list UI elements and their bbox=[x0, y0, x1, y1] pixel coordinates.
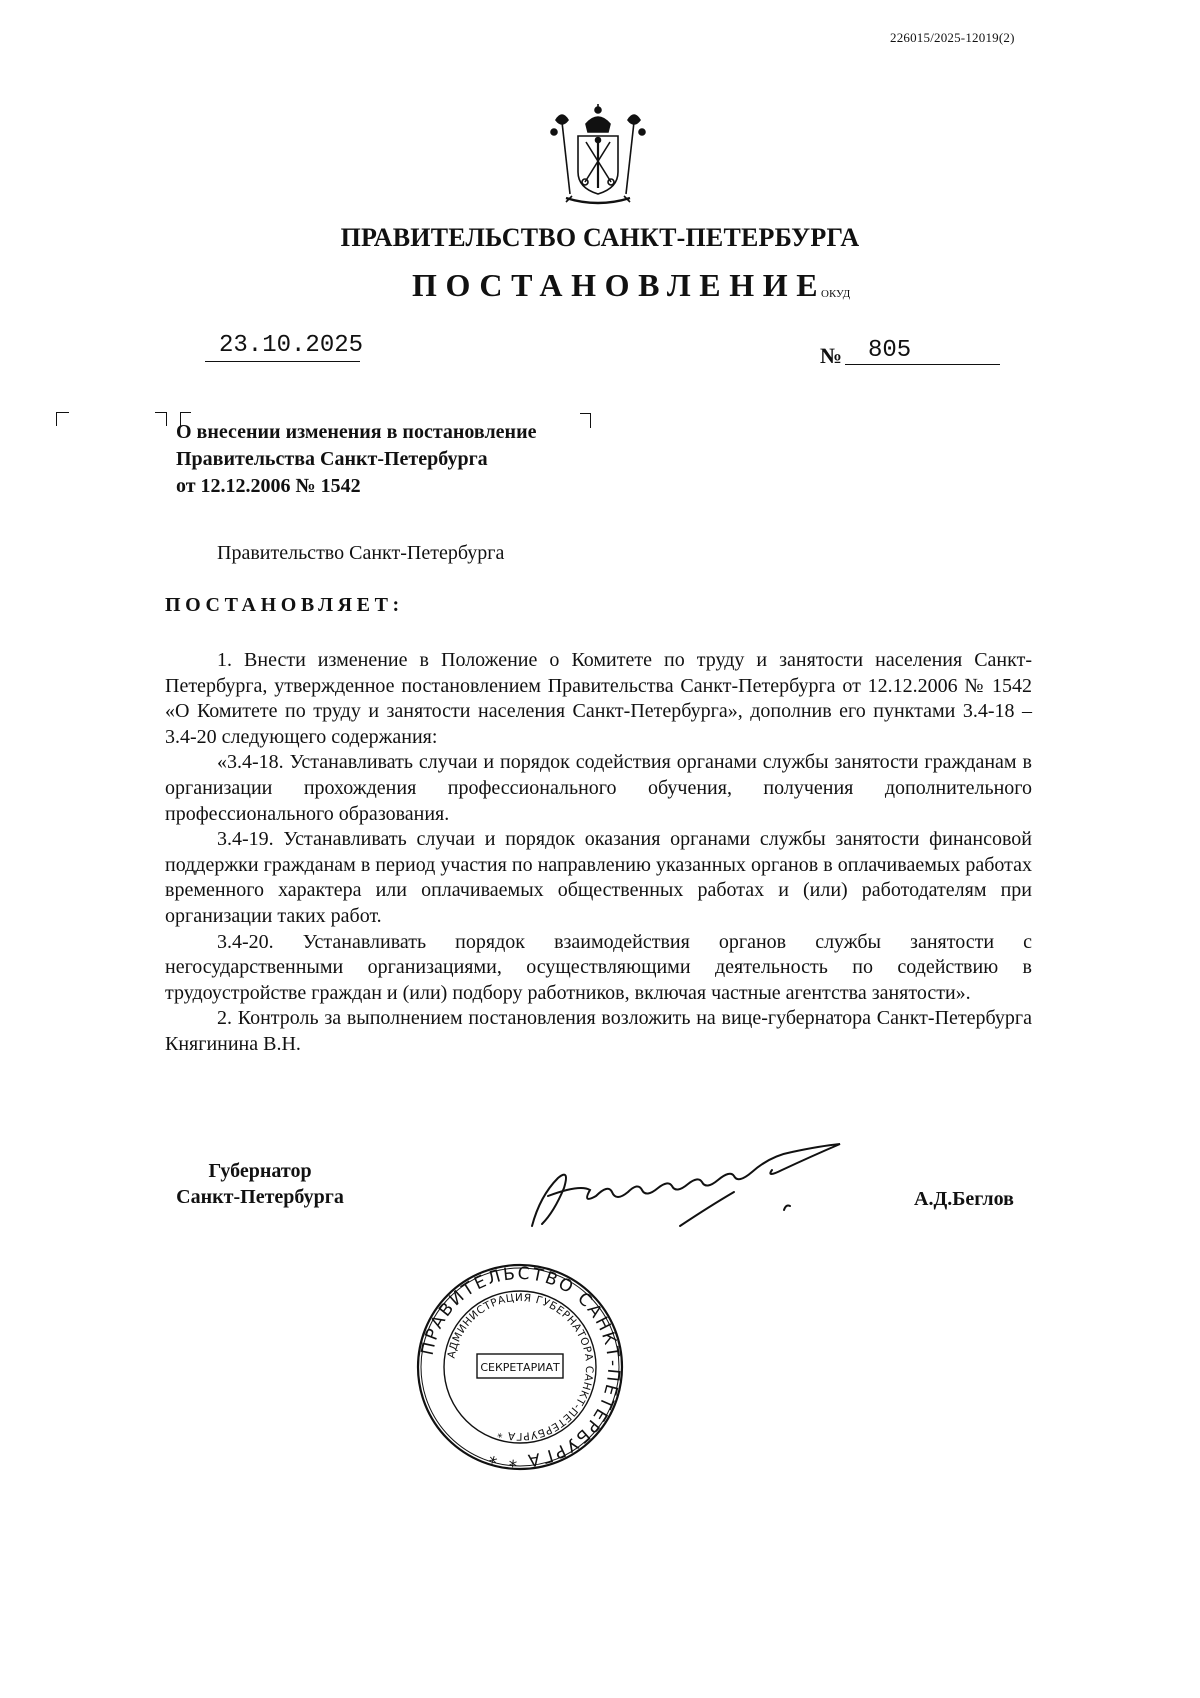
document-body bbox=[165, 648, 1032, 1058]
okud-label: ОКУД bbox=[821, 288, 851, 300]
registration-number: 226015/2025-12019(2) bbox=[890, 30, 1015, 45]
official-seal-stamp bbox=[415, 1262, 625, 1472]
svg-text:ПРАВИТЕЛЬСТВО САНКТ-ПЕТЕРБУРГА: ПРАВИТЕЛЬСТВО САНКТ-ПЕТЕРБУРГА * * bbox=[417, 1263, 624, 1471]
body-paragraph: 2. Контроль за выполнением постановления возложить на вице-губернатора Санкт-Петербурга Княгинина В.Н. bbox=[165, 1007, 1032, 1055]
number-sign: № bbox=[820, 343, 843, 368]
svg-text:АДМИНИСТРАЦИЯ ГУБЕРНАТОРА САНК: АДМИНИСТРАЦИЯ ГУБЕРНАТОРА САНКТ-ПЕТЕРБУРГА * bbox=[445, 1291, 596, 1443]
margin-corner-mark bbox=[155, 412, 167, 426]
body-paragraph: «3.4-18. Устанавливать случаи и порядок содействия органами службы занятости гражданам в организации прохождения профессионального обучения, получения дополнительного профессионального образования. bbox=[165, 751, 1032, 825]
subject-corner-mark bbox=[580, 413, 591, 428]
document-type: ПОСТАНОВЛЕНИЕ bbox=[412, 267, 827, 303]
organization-title: ПРАВИТЕЛЬСТВО САНКТ-ПЕТЕРБУРГА bbox=[340, 223, 860, 252]
stamp-center-text: СЕКРЕТАРИАТ bbox=[480, 1361, 560, 1374]
subject-line: О внесении изменения в постановление bbox=[176, 421, 537, 443]
subject-line: от 12.12.2006 № 1542 bbox=[176, 475, 361, 497]
body-paragraph: 3.4-19. Устанавливать случаи и порядок оказания органами службы занятости финансовой поддержки гражданам в период участия по направлению указанных органов в оплачиваемых работах временного характера или оплачиваемых общественных работах и (или) работодателям при организации таких работ. bbox=[165, 828, 1032, 927]
subject-line: Правительства Санкт-Петербурга bbox=[176, 448, 488, 470]
issuing-authority: Правительство Санкт-Петербурга bbox=[217, 542, 505, 564]
signatory-title-line: Санкт-Петербурга bbox=[176, 1186, 344, 1208]
document-subject bbox=[176, 419, 536, 500]
body-paragraph: 1. Внести изменение в Положение о Комитете по труду и занятости населения Санкт-Петербурга, утвержденное постановлением Правительства Санкт-Петербурга от 12.12.2006 № 1542 «О Комитете по труду и занятости населения Санкт-Петербурга», дополнив его пунктами 3.4-18 – 3.4-20 следующего содержания: bbox=[165, 649, 1032, 748]
signatory-name: А.Д.Беглов bbox=[914, 1188, 1014, 1210]
coat-of-arms-icon bbox=[548, 102, 648, 208]
margin-corner-mark bbox=[56, 412, 69, 426]
document-number: 805 bbox=[845, 339, 1000, 365]
body-paragraph: 3.4-20. Устанавливать порядок взаимодействия органов службы занятости с негосударственными организациями, осуществляющими деятельность по содействию в трудоустройстве граждан и (или) подбору работников, включая частные агентства занятости». bbox=[165, 930, 1032, 1004]
signatory-title bbox=[165, 1158, 355, 1210]
handwritten-signature bbox=[520, 1126, 860, 1236]
resolves-heading: ПОСТАНОВЛЯЕТ: bbox=[165, 594, 404, 616]
signatory-title-line: Губернатор bbox=[208, 1160, 312, 1182]
document-date: 23.10.2025 bbox=[205, 334, 360, 362]
